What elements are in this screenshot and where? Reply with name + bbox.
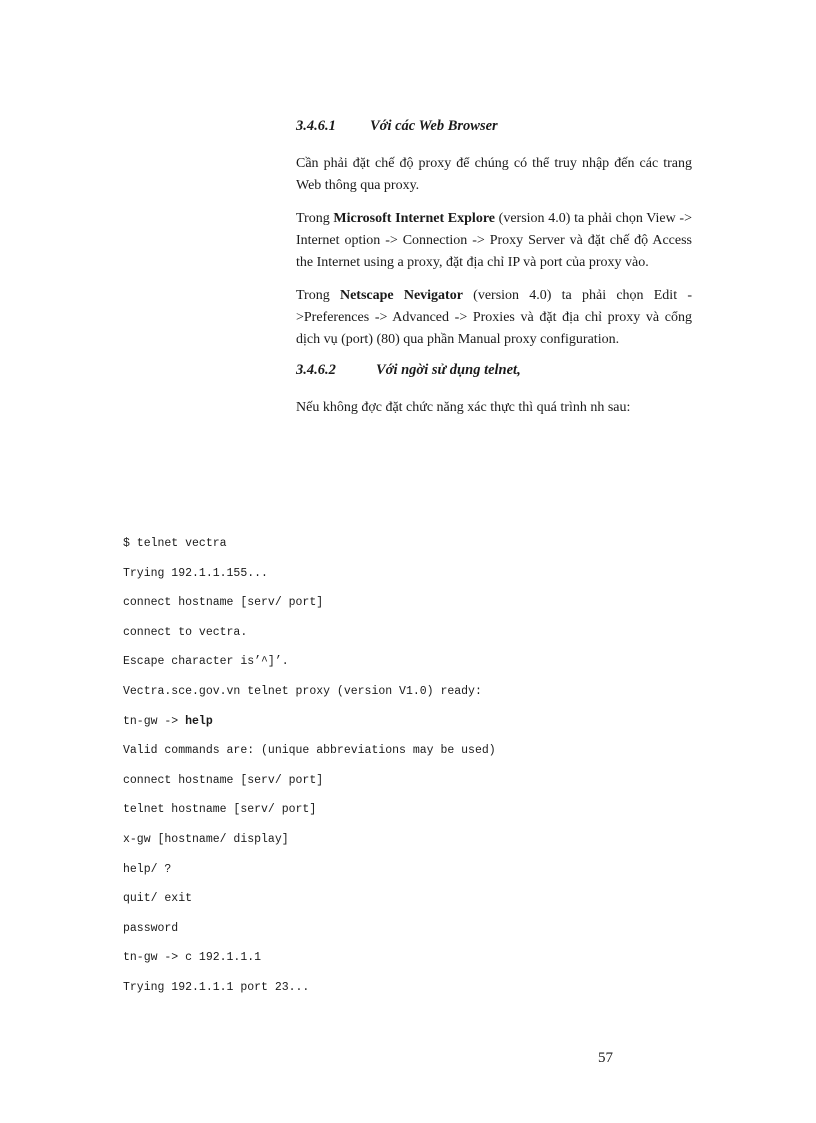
code-line: Vectra.sce.gov.vn telnet proxy (version V1.0) ready: — [123, 684, 482, 698]
code-line: help/ ? — [123, 862, 172, 876]
text-column — [296, 118, 692, 430]
section-title: Với ngời sử dụng telnet, — [376, 362, 521, 378]
para-text: Trong — [296, 288, 340, 303]
code-line: x-gw [hostname/ display] — [123, 832, 289, 846]
prompt: tn-gw -> — [123, 714, 186, 728]
section-number: 3.4.6.2 — [296, 362, 336, 378]
code-line: telnet hostname [serv/ port] — [123, 803, 317, 817]
code-line: quit/ exit — [123, 892, 193, 906]
command-help: help — [185, 714, 213, 728]
product-name-netscape: Netscape Nevigator — [339, 288, 463, 303]
section-title: Với các Web Browser — [370, 118, 498, 134]
para-text: Trong — [296, 211, 334, 226]
code-line: connect hostname [serv/ port] — [123, 596, 324, 610]
code-line: Escape character is’^]’. — [123, 655, 289, 669]
page-number: 57 — [598, 1050, 613, 1066]
code-line: connect to vectra. — [123, 625, 248, 639]
section-heading-3-4-6-1 — [296, 118, 692, 135]
section-heading-3-4-6-2 — [296, 362, 692, 379]
para-text: (version 4.0) ta phải chọn View -> Internet option -> Connection -> Proxy Server và đặt chế độ Access the Internet using a proxy, đặt địa chỉ IP và port của proxy vào. — [296, 211, 692, 270]
code-line: Valid commands are: (unique abbreviations may be used) — [123, 744, 496, 758]
code-line: Trying 192.1.1.155... — [123, 566, 268, 580]
code-line: password — [123, 921, 179, 935]
code-line: $ telnet vectra — [123, 537, 227, 550]
paragraph-telnet-intro: Nếu không đợc đặt chức năng xác thực thì quá trình nh sau: — [296, 400, 631, 415]
paragraph-proxy-intro: Cần phải đặt chế độ proxy để chúng có thể truy nhập đến các trang Web thông qua proxy. — [296, 156, 692, 193]
code-line — [123, 714, 496, 744]
telnet-session-listing — [123, 536, 496, 1010]
code-line: Trying 192.1.1.1 port 23... — [123, 980, 310, 994]
section-number: 3.4.6.1 — [296, 118, 336, 134]
product-name-ie: Microsoft Internet Explore — [333, 211, 495, 226]
paragraph-internet-explorer — [296, 208, 692, 274]
code-line: connect hostname [serv/ port] — [123, 773, 324, 787]
code-line: tn-gw -> c 192.1.1.1 — [123, 951, 262, 965]
para-text: (version 4.0) ta phải chọn Edit ->Preferences -> Advanced -> Proxies và đặt địa chỉ proxy và cổng dịch vụ (port) (80) qua phần Manual proxy configuration. — [296, 288, 692, 347]
paragraph-netscape — [296, 285, 692, 351]
